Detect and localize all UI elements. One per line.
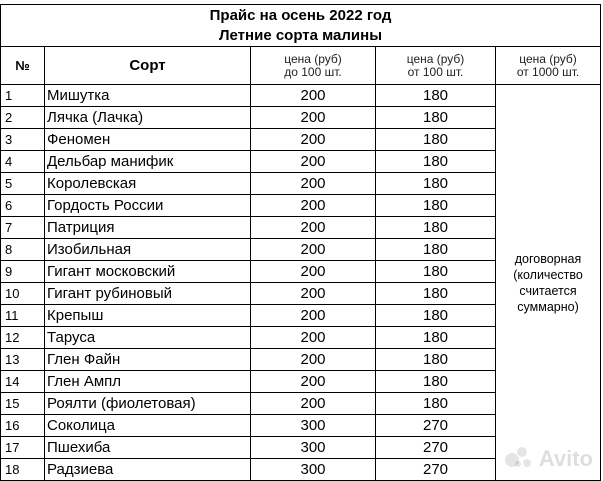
price-under-100: 200: [251, 393, 376, 415]
price-from-100: 180: [376, 327, 496, 349]
price-from-100: 180: [376, 151, 496, 173]
price-from-100: 180: [376, 85, 496, 107]
price-under-100: 200: [251, 217, 376, 239]
price-from-100: 180: [376, 393, 496, 415]
table-row: [1, 85, 601, 107]
header-price-from-1000: цена (руб) от 1000 шт.: [496, 47, 601, 85]
row-number: 1: [1, 85, 45, 107]
row-number: 11: [1, 305, 45, 327]
row-number: 7: [1, 217, 45, 239]
price-under-100: 200: [251, 261, 376, 283]
variety-name: Изобильная: [45, 239, 251, 261]
variety-name: Мишутка: [45, 85, 251, 107]
variety-name: Феномен: [45, 129, 251, 151]
price-from-100: 270: [376, 459, 496, 481]
price-table: [0, 4, 601, 481]
variety-name: Роялти (фиолетовая): [45, 393, 251, 415]
row-number: 4: [1, 151, 45, 173]
row-number: 13: [1, 349, 45, 371]
price-from-100: 180: [376, 107, 496, 129]
price-under-100: 200: [251, 151, 376, 173]
variety-name: Гигант московский: [45, 261, 251, 283]
price-under-100: 200: [251, 195, 376, 217]
price-from-100: 270: [376, 437, 496, 459]
row-number: 2: [1, 107, 45, 129]
variety-name: Радзиева: [45, 459, 251, 481]
price-from-100: 180: [376, 195, 496, 217]
row-number: 18: [1, 459, 45, 481]
variety-name: Пшехиба: [45, 437, 251, 459]
row-number: 10: [1, 283, 45, 305]
avito-watermark: [505, 446, 593, 472]
variety-name: Гордость России: [45, 195, 251, 217]
title-line-1: Прайс на осень 2022 год: [209, 6, 392, 24]
row-number: 9: [1, 261, 45, 283]
row-number: 15: [1, 393, 45, 415]
price-under-100: 200: [251, 371, 376, 393]
row-number: 17: [1, 437, 45, 459]
price-under-100: 200: [251, 173, 376, 195]
header-price-from-100: цена (руб) от 100 шт.: [376, 47, 496, 85]
price-under-100: 200: [251, 305, 376, 327]
price-from-100: 180: [376, 129, 496, 151]
variety-name: Лячка (Лачка): [45, 107, 251, 129]
price-from-100: 180: [376, 283, 496, 305]
variety-name: Гигант рубиновый: [45, 283, 251, 305]
variety-name: Таруса: [45, 327, 251, 349]
price-from-100: 180: [376, 173, 496, 195]
row-number: 6: [1, 195, 45, 217]
table-title: [1, 5, 601, 47]
variety-name: Глен Ампл: [45, 371, 251, 393]
price-from-100: 180: [376, 217, 496, 239]
row-number: 3: [1, 129, 45, 151]
row-number: 5: [1, 173, 45, 195]
price-under-100: 200: [251, 85, 376, 107]
row-number: 16: [1, 415, 45, 437]
avito-logo-icon: [505, 447, 535, 471]
price-from-100: 180: [376, 371, 496, 393]
price-from-100: 180: [376, 239, 496, 261]
watermark-text: Avito: [538, 446, 593, 471]
price-from-100: 180: [376, 305, 496, 327]
price-under-100: 200: [251, 239, 376, 261]
variety-name: Королевская: [45, 173, 251, 195]
header-sort: Сорт: [45, 47, 251, 85]
title-row: [1, 5, 601, 47]
variety-name: Крепыш: [45, 305, 251, 327]
price-from-100: 270: [376, 415, 496, 437]
title-line-2: Летние сорта малины: [219, 26, 383, 44]
header-price-under-100: цена (руб) до 100 шт.: [251, 47, 376, 85]
price-from-100: 180: [376, 261, 496, 283]
price-under-100: 200: [251, 107, 376, 129]
variety-name: Патриция: [45, 217, 251, 239]
price-under-100: 200: [251, 327, 376, 349]
variety-name: Дельбар манифик: [45, 151, 251, 173]
price-under-100: 200: [251, 129, 376, 151]
price-from-1000-negotiable: договорная (количество считается суммарно): [496, 85, 601, 481]
variety-name: Соколица: [45, 415, 251, 437]
header-row: [1, 47, 601, 85]
row-number: 14: [1, 371, 45, 393]
price-under-100: 200: [251, 349, 376, 371]
variety-name: Глен Файн: [45, 349, 251, 371]
row-number: 12: [1, 327, 45, 349]
price-under-100: 300: [251, 415, 376, 437]
price-under-100: 300: [251, 459, 376, 481]
price-under-100: 200: [251, 283, 376, 305]
price-from-100: 180: [376, 349, 496, 371]
header-num: №: [1, 47, 45, 85]
price-under-100: 300: [251, 437, 376, 459]
row-number: 8: [1, 239, 45, 261]
